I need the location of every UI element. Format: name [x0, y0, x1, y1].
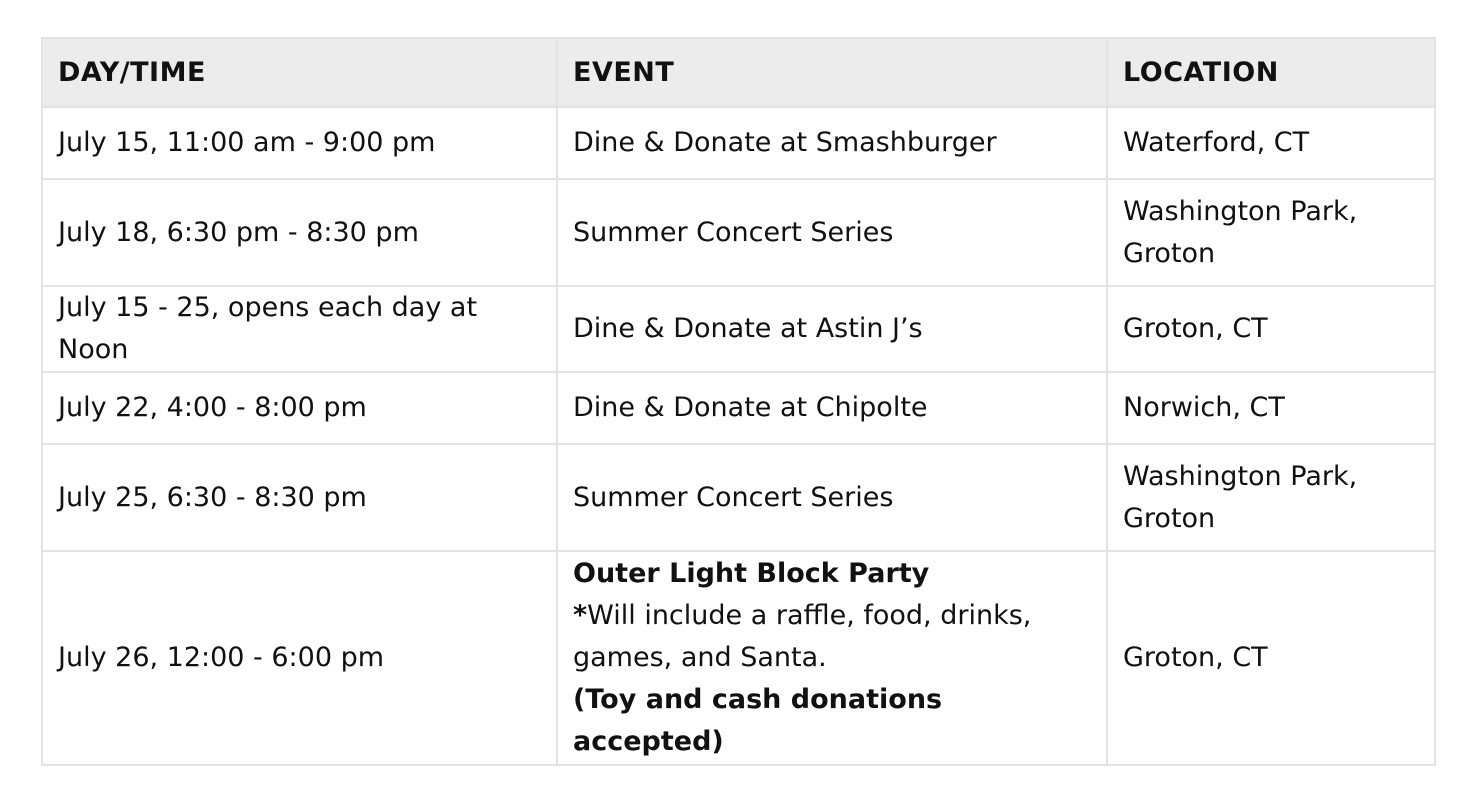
table-row: [42, 551, 1435, 765]
cell-day-time: July 18, 6:30 pm - 8:30 pm: [42, 179, 557, 286]
cell-day-time: July 22, 4:00 - 8:00 pm: [42, 372, 557, 444]
cell-day-time: July 26, 12:00 - 6:00 pm: [42, 551, 557, 765]
cell-event: Dine & Donate at Astin J’s: [557, 286, 1107, 372]
header-location: LOCATION: [1107, 38, 1435, 107]
event-note-bold: (Toy and cash donations accepted): [573, 684, 943, 757]
cell-location: Norwich, CT: [1107, 372, 1435, 444]
table-row: [42, 444, 1435, 551]
cell-event: Dine & Donate at Chipolte: [557, 372, 1107, 444]
cell-location: Waterford, CT: [1107, 107, 1435, 179]
event-note: Will include a raffle, food, drinks, games, and Santa.: [573, 600, 1032, 673]
table-row: [42, 107, 1435, 179]
table-row: [42, 286, 1435, 372]
cell-location: Groton, CT: [1107, 286, 1435, 372]
event-note-line: [573, 595, 1091, 679]
cell-event: Summer Concert Series: [557, 444, 1107, 551]
cell-event: Dine & Donate at Smashburger: [557, 107, 1107, 179]
event-note-marker: *: [573, 600, 588, 631]
events-table-container: [41, 37, 1434, 766]
cell-day-time: July 25, 6:30 - 8:30 pm: [42, 444, 557, 551]
cell-day-time: July 15 - 25, opens each day at Noon: [42, 286, 557, 372]
cell-day-time: July 15, 11:00 am - 9:00 pm: [42, 107, 557, 179]
cell-location: Washington Park, Groton: [1107, 179, 1435, 286]
cell-location: Washington Park, Groton: [1107, 444, 1435, 551]
events-table: [41, 37, 1436, 766]
cell-location: Groton, CT: [1107, 551, 1435, 765]
event-title: Outer Light Block Party: [573, 558, 930, 589]
table-row: [42, 179, 1435, 286]
cell-event: [557, 551, 1107, 765]
header-day-time: DAY/TIME: [42, 38, 557, 107]
table-row: [42, 372, 1435, 444]
header-event: EVENT: [557, 38, 1107, 107]
table-header-row: [42, 38, 1435, 107]
cell-event: Summer Concert Series: [557, 179, 1107, 286]
